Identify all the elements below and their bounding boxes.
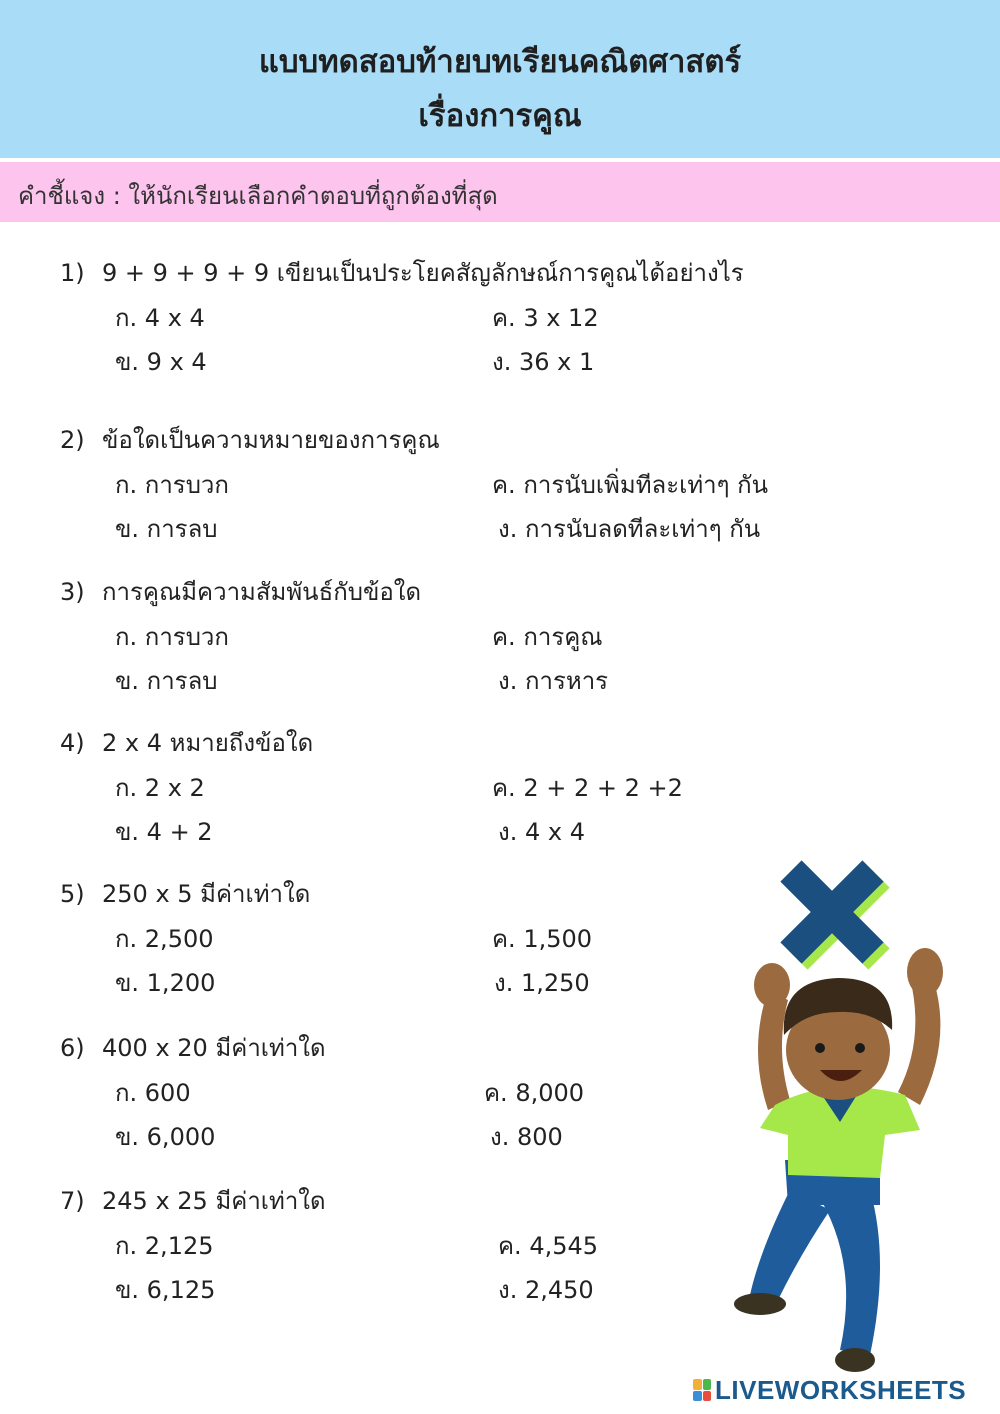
right-shoe	[835, 1348, 875, 1372]
option-d[interactable]: ง. 36 x 1	[492, 348, 595, 376]
question-text: 250 x 5 มีค่าเท่าใด	[102, 880, 311, 908]
brand-text: LIVEWORKSHEETS	[715, 1374, 967, 1405]
left-arm	[758, 990, 790, 1110]
right-hand	[907, 948, 943, 996]
option-d[interactable]: ง. 1,250	[494, 969, 590, 997]
option-c[interactable]: ค. 4,545	[498, 1232, 599, 1260]
option-d[interactable]: ง. การหาร	[498, 667, 609, 695]
question-text: ข้อใดเป็นความหมายของการคูณ	[102, 426, 440, 454]
option-b[interactable]: ข. 9 x 4	[115, 348, 207, 376]
question-1	[60, 253, 744, 292]
option-a[interactable]: ก. การบวก	[115, 471, 229, 499]
question-number: 4)	[60, 729, 85, 757]
instruction-bar	[0, 162, 1000, 222]
option-c[interactable]: ค. 2 + 2 + 2 +2	[492, 774, 683, 802]
question-4	[60, 723, 313, 762]
question-text: 9 + 9 + 9 + 9 เขียนเป็นประโยคสัญลักษณ์การคูณได้อย่างไร	[102, 259, 744, 287]
left-hand	[754, 963, 790, 1007]
question-6	[60, 1028, 326, 1067]
question-2	[60, 420, 440, 459]
option-a[interactable]: ก. 2,500	[115, 925, 214, 953]
question-text: 2 x 4 หมายถึงข้อใด	[102, 729, 314, 757]
right-eye	[855, 1043, 865, 1053]
left-shoe	[734, 1293, 786, 1315]
option-b[interactable]: ข. 6,000	[115, 1123, 216, 1151]
page-title: แบบทดสอบท้ายบทเรียนคณิตศาสตร์	[258, 44, 742, 80]
question-number: 3)	[60, 578, 85, 606]
option-c[interactable]: ค. 3 x 12	[492, 304, 599, 332]
question-text: 245 x 25 มีค่าเท่าใด	[102, 1187, 326, 1215]
option-c[interactable]: ค. การนับเพิ่มทีละเท่าๆ กัน	[492, 471, 769, 499]
question-number: 5)	[60, 880, 85, 908]
option-d[interactable]: ง. 2,450	[498, 1276, 594, 1304]
boy-illustration	[720, 860, 980, 1390]
question-3	[60, 572, 421, 611]
option-b[interactable]: ข. การลบ	[115, 667, 218, 695]
option-b[interactable]: ข. 1,200	[115, 969, 216, 997]
left-eye	[815, 1043, 825, 1053]
option-c[interactable]: ค. 8,000	[484, 1079, 585, 1107]
brand-logo	[693, 1375, 966, 1405]
option-a[interactable]: ก. 4 x 4	[115, 304, 205, 332]
question-7	[60, 1181, 326, 1220]
question-text: การคูณมีความสัมพันธ์กับข้อใด	[102, 578, 422, 606]
option-d[interactable]: ง. 4 x 4	[498, 818, 585, 846]
option-a[interactable]: ก. 2,125	[115, 1232, 214, 1260]
page-subtitle: เรื่องการคูณ	[418, 98, 582, 134]
question-5	[60, 874, 310, 913]
question-text: 400 x 20 มีค่าเท่าใด	[102, 1034, 326, 1062]
instruction-text: คำชี้แจง : ให้นักเรียนเลือกคำตอบที่ถูกต้องที่สุด	[18, 182, 498, 210]
option-b[interactable]: ข. การลบ	[115, 515, 218, 543]
option-b[interactable]: ข. 6,125	[115, 1276, 216, 1304]
option-c[interactable]: ค. การคูณ	[492, 623, 603, 651]
question-number: 6)	[60, 1034, 85, 1062]
brand-mark-icon	[693, 1379, 711, 1401]
question-number: 2)	[60, 426, 85, 454]
option-c[interactable]: ค. 1,500	[492, 925, 593, 953]
option-b[interactable]: ข. 4 + 2	[115, 818, 213, 846]
question-number: 1)	[60, 259, 85, 287]
header-banner	[0, 0, 1000, 158]
option-d[interactable]: ง. การนับลดทีละเท่าๆ กัน	[498, 515, 761, 543]
option-a[interactable]: ก. การบวก	[115, 623, 229, 651]
option-d[interactable]: ง. 800	[490, 1123, 563, 1151]
option-a[interactable]: ก. 2 x 2	[115, 774, 205, 802]
option-a[interactable]: ก. 600	[115, 1079, 191, 1107]
left-leg	[750, 1190, 830, 1300]
question-number: 7)	[60, 1187, 85, 1215]
